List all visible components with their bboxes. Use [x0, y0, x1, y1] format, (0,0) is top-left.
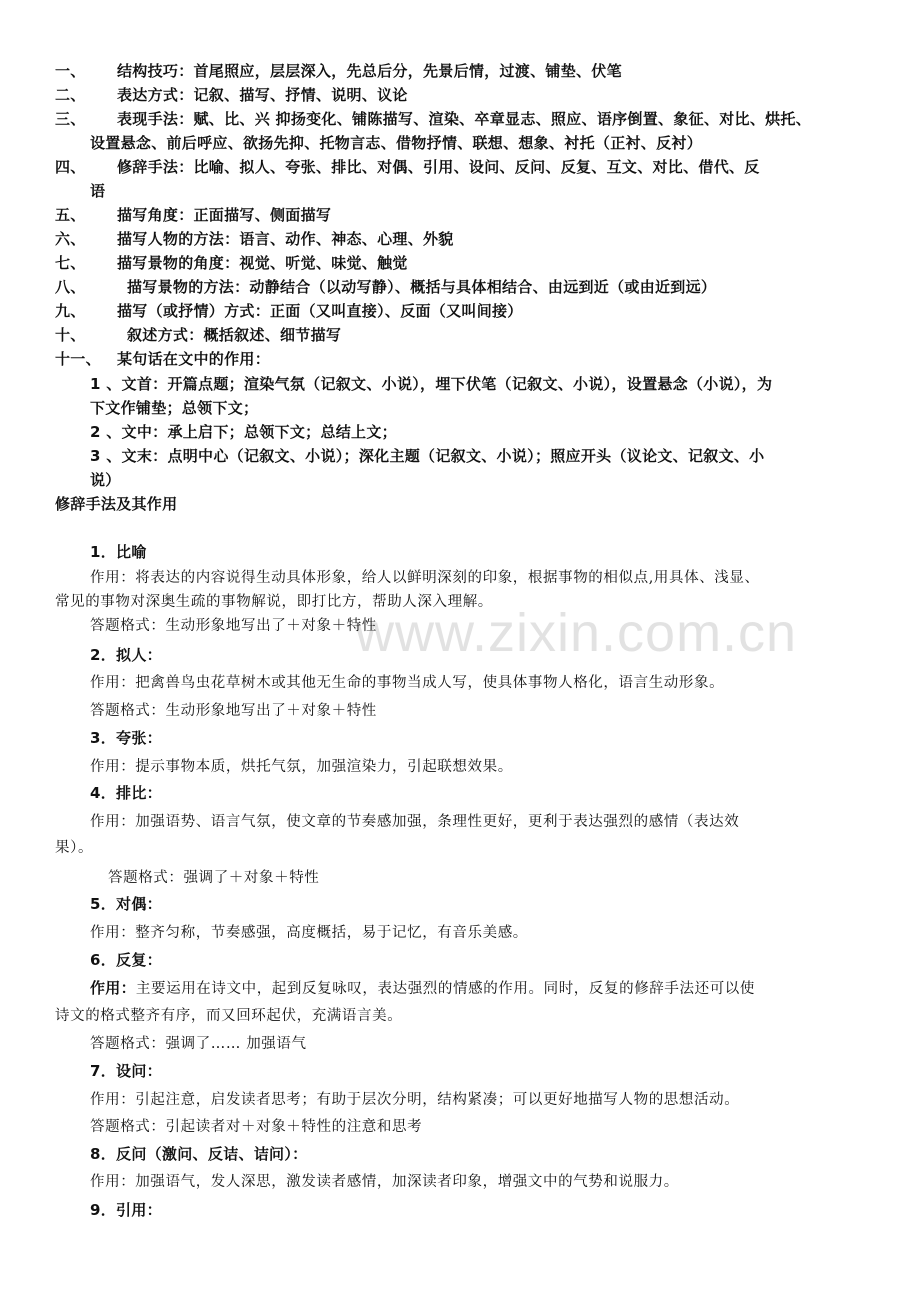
list-number: 三、: [55, 110, 86, 128]
list-item-7: [55, 252, 408, 273]
list-item-11: [55, 348, 270, 369]
list-item-2: [55, 84, 408, 105]
list-text: 某句话在文中的作用：: [117, 350, 271, 368]
list-item-3-continued: 设置悬念、前后呼应、欲扬先抑、托物言志、借物抒情、联想、想象、衬托（正衬、反衬）: [90, 134, 703, 152]
rhetoric-format-rhetorical-question: 答题格式：引起读者对＋对象＋特性的注意和思考: [90, 1119, 423, 1135]
rhetoric-effect-personification: 作用：把禽兽鸟虫花草树木或其他无生命的事物当成人写，使具体事物人格化，语言生动形象。: [90, 675, 725, 691]
list-text: 表达方式：记叙、描写、抒情、说明、议论: [117, 86, 408, 104]
list-item-8: [55, 276, 716, 297]
rhetoric-title-repetition: 6．反复：: [90, 951, 162, 969]
role-item-3: 3 、文末：点明中心（记叙文、小说）；深化主题（记叙文、小说）；照应开头（议论文、记叙文、小: [90, 447, 765, 465]
rhetoric-effect-hyperbole: 作用：提示事物本质，烘托气氛，加强渲染力，引起联想效果。: [90, 759, 513, 775]
list-item-5: [55, 204, 331, 225]
rhetoric-format-metaphor: 答题格式：生动形象地写出了＋对象＋特性: [90, 618, 377, 634]
rhetoric-effect-metaphor-continued: 常见的事物对深奥生疏的事物解说，即打比方，帮助人深入理解。: [55, 594, 493, 610]
list-number: 七、: [55, 254, 86, 272]
rhetoric-title-hyperbole: 3．夸张：: [90, 729, 162, 747]
list-text: 叙述方式：概括叙述、细节描写: [127, 326, 342, 344]
list-item-6: [55, 228, 454, 249]
list-number: 四、: [55, 158, 86, 176]
rhetoric-title-quotation: 9．引用：: [90, 1201, 162, 1219]
list-text: 描写人物的方法：语言、动作、神态、心理、外貌: [117, 230, 454, 248]
rhetoric-title-antithesis: 5．对偶：: [90, 895, 162, 913]
list-text: 描写景物的角度：视觉、听觉、味觉、触觉: [117, 254, 408, 272]
list-number: 二、: [55, 86, 86, 104]
rhetoric-effect-reverse-question: 作用：加强语气，发人深思，激发读者感情，加深读者印象，增强文中的气势和说服力。: [90, 1174, 679, 1190]
effect-label: 作用：: [90, 979, 136, 997]
list-number: 十、: [55, 326, 86, 344]
rhetoric-effect-parallelism-continued: 果）。: [55, 840, 94, 856]
list-number: 五、: [55, 206, 86, 224]
rhetoric-title-personification: 2．拟人：: [90, 646, 162, 664]
list-item-10: [55, 324, 341, 345]
rhetoric-title-parallelism: 4．排比：: [90, 784, 162, 802]
list-text: 描写（或抒情）方式：正面（又叫直接）、反面（又叫间接）: [117, 302, 523, 320]
list-number: 一、: [55, 62, 86, 80]
rhetoric-format-personification: 答题格式：生动形象地写出了＋对象＋特性: [90, 703, 377, 719]
role-item-1-continued: 下文作铺垫；总领下文；: [90, 399, 259, 417]
rhetoric-effect-rhetorical-question: 作用：引起注意，启发读者思考；有助于层次分明，结构紧凑；可以更好地描写人物的思想活动。: [90, 1092, 740, 1108]
rhetoric-title-reverse-question: 8．反问（激问、反诘、诘问）：: [90, 1145, 308, 1163]
list-text: 描写角度：正面描写、侧面描写: [117, 206, 332, 224]
rhetoric-format-parallelism: 答题格式：强调了＋对象＋特性: [108, 870, 320, 886]
list-number: 十一、: [55, 350, 101, 368]
section-title: 修辞手法及其作用: [55, 495, 178, 513]
list-item-4: [55, 156, 760, 177]
list-number: 九、: [55, 302, 86, 320]
list-item-4-continued: 语: [90, 182, 106, 200]
list-text: 结构技巧：首尾照应，层层深入，先总后分，先景后情，过渡、铺垫、伏笔: [117, 62, 622, 80]
list-text: 表现手法：赋、比、兴 抑扬变化、铺陈描写、渲染、卒章显志、照应、语序倒置、象征、对比、烘托、: [117, 110, 812, 128]
role-item-3-continued: 说）: [90, 471, 121, 489]
list-number: 六、: [55, 230, 86, 248]
list-number: 八、: [55, 278, 86, 296]
role-item-1: 1 、文首：开篇点题；渲染气氛（记叙文、小说），埋下伏笔（记叙文、小说），设置悬念（小说），为: [90, 375, 773, 393]
rhetoric-effect-metaphor: 作用：将表达的内容说得生动具体形象，给人以鲜明深刻的印象，根据事物的相似点,用具体、浅显、: [90, 570, 760, 586]
role-item-2: 2 、文中：承上启下；总领下文；总结上文；: [90, 423, 397, 441]
rhetoric-format-repetition: 答题格式：强调了…… 加强语气: [90, 1036, 307, 1052]
rhetoric-effect-repetition-continued: 诗文的格式整齐有序，而又回环起伏，充满语言美。: [55, 1008, 403, 1024]
list-text: 描写景物的方法：动静结合（以动写静）、概括与具体相结合、由远到近（或由近到远）: [127, 278, 717, 296]
rhetoric-effect-antithesis: 作用：整齐匀称，节奏感强，高度概括，易于记忆，有音乐美感。: [90, 925, 528, 941]
watermark: www.zixin.com.cn: [355, 603, 798, 663]
rhetoric-effect-repetition: [90, 977, 755, 998]
effect-text: 主要运用在诗文中，起到反复咏叹，表达强烈的情感的作用。同时，反复的修辞手法还可以使: [135, 981, 756, 997]
list-item-3: [55, 108, 811, 129]
rhetoric-effect-parallelism: 作用：加强语势、语言气氛，使文章的节奏感加强，条理性更好，更利于表达强烈的感情（表达效: [90, 814, 740, 830]
list-item-1: [55, 60, 622, 81]
list-text: 修辞手法：比喻、拟人、夸张、排比、对偶、引用、设问、反问、反复、互文、对比、借代、反: [117, 158, 760, 176]
rhetoric-title-rhetorical-question: 7．设问：: [90, 1062, 162, 1080]
list-item-9: [55, 300, 523, 321]
rhetoric-title-metaphor: 1．比喻: [90, 543, 147, 561]
